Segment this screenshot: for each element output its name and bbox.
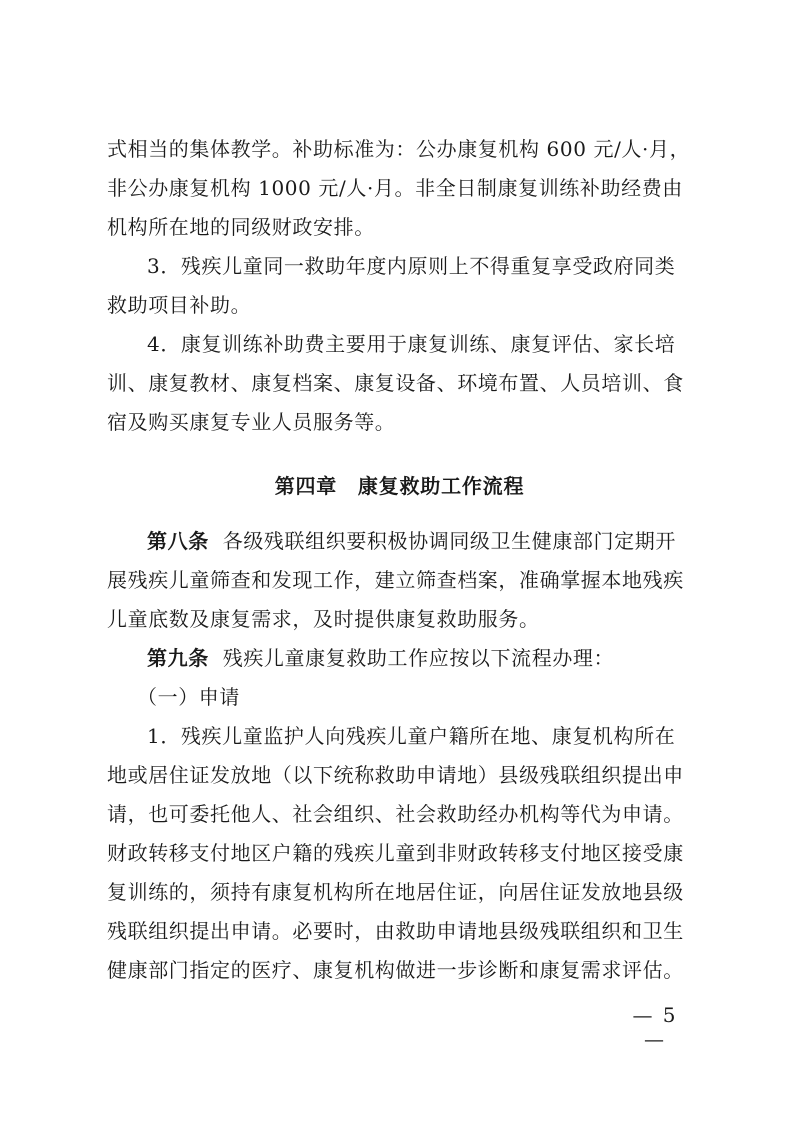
paragraph-item-3 [107,247,692,325]
article-text: 各级残联组织要积极协调同级卫生健康部门定期开 [222,529,676,553]
text-line: 展残疾儿童筛查和发现工作，建立筛查档案，准确掌握本地残疾 [107,568,684,592]
text-line: 请，也可委托他人、社会组织、社会救助经办机构等代为申请。 [107,802,684,826]
paragraph-article-8 [107,522,692,639]
text-line: 地或居住证发放地（以下统称救助申请地）县级残联组织提出申 [107,763,684,787]
text-line [107,639,692,678]
text-line: 非公办康复机构 1000 元/人·月。非全日制康复训练补助经费由 [107,176,683,200]
text-line: 训、康复教材、康复档案、康复设备、环境布置、人员培训、食 [107,371,684,395]
text-line: 4．康复训练补助费主要用于康复训练、康复评估、家长培 [147,332,676,356]
paragraph-article-9 [107,639,692,678]
paragraph-item-4 [107,325,692,442]
text-line: 机构所在地的同级财政安排。 [107,215,375,239]
page-number: — 5 — [632,1003,678,1051]
article-number: 第八条 [147,529,209,553]
text-line: 儿童底数及康复需求，及时提供康复救助服务。 [107,607,540,631]
text-line: 复训练的，须持有康复机构所在地居住证，向居住证发放地县级 [107,880,684,904]
paragraph-apply-item-1 [107,717,692,990]
text-line: （一）申请 [137,685,240,709]
paragraph-subsidy-standard [107,130,692,247]
text-line: 1．残疾儿童监护人向残疾儿童户籍所在地、康复机构所在 [147,724,676,748]
text-line [107,522,692,561]
text-line: 健康部门指定的医疗、康复机构做进一步诊断和康复需求评估。 [107,958,684,982]
text-line: 财政转移支付地区户籍的残疾儿童到非财政转移支付地区接受康 [107,841,684,865]
article-number: 第九条 [147,646,209,670]
text-line: 宿及购买康复专业人员服务等。 [107,410,396,434]
chapter-heading: 第四章 康复救助工作流程 [274,474,525,498]
text-line: 3．残疾儿童同一救助年度内原则上不得重复享受政府同类 [147,254,676,278]
article-text: 残疾儿童康复救助工作应按以下流程办理： [222,646,615,670]
text-line: 式相当的集体教学。补助标准为：公办康复机构 600 元/人·月， [107,137,691,161]
section-heading-apply [107,678,692,717]
text-line: 救助项目补助。 [107,293,252,317]
text-line: 残联组织提出申请。必要时，由救助申请地县级残联组织和卫生 [107,919,684,943]
